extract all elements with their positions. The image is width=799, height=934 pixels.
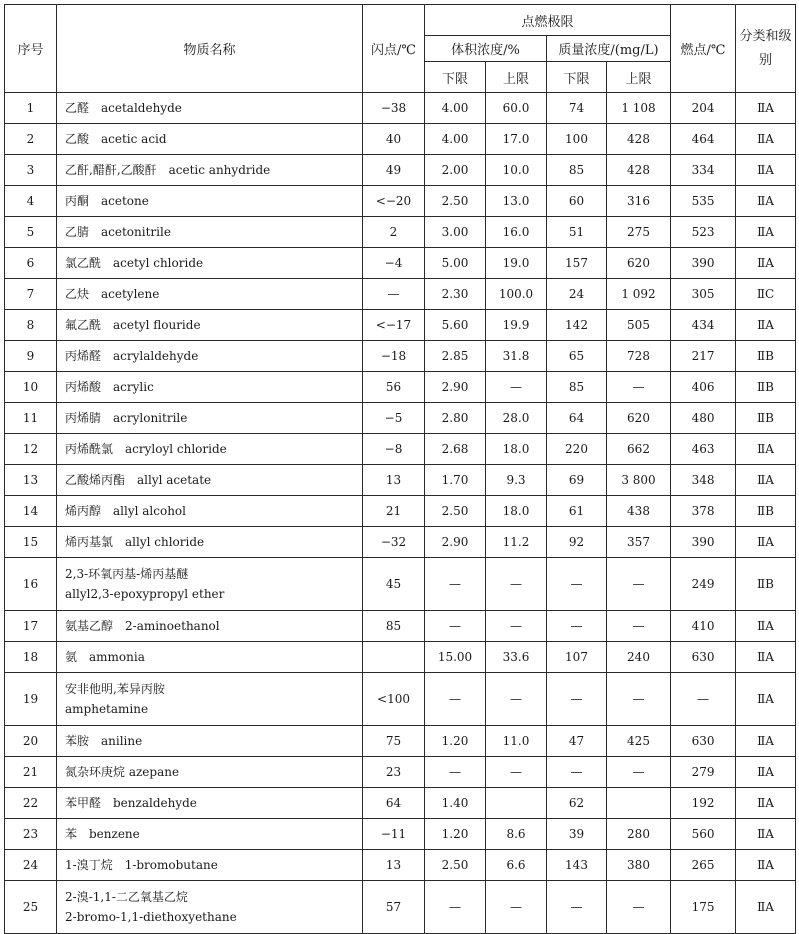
table-row <box>5 819 796 850</box>
cell-volume-upper: 28.0 <box>486 403 547 434</box>
cell-volume-lower: — <box>425 881 486 934</box>
cell-no: 5 <box>5 217 57 248</box>
header-volume-upper: 上限 <box>486 62 547 93</box>
substance-name: 氯乙酰 acetyl chloride <box>65 256 204 270</box>
cell-no: 7 <box>5 279 57 310</box>
cell-flash-point: −18 <box>363 341 425 372</box>
cell-mass-lower: 143 <box>547 850 607 881</box>
cell-volume-lower: 5.00 <box>425 248 486 279</box>
cell-mass-lower: 61 <box>547 496 607 527</box>
cell-flash-point: 57 <box>363 881 425 934</box>
cell-class: ⅡB <box>736 496 796 527</box>
table-row <box>5 403 796 434</box>
cell-mass-upper <box>607 788 671 819</box>
cell-class: ⅡB <box>736 403 796 434</box>
cell-ignition-point: 249 <box>671 558 736 611</box>
cell-class: ⅡA <box>736 788 796 819</box>
cell-name <box>57 124 363 155</box>
table-row <box>5 310 796 341</box>
cell-class: ⅡA <box>736 527 796 558</box>
cell-name <box>57 881 363 934</box>
cell-volume-lower: 3.00 <box>425 217 486 248</box>
cell-volume-lower: 2.90 <box>425 527 486 558</box>
cell-mass-upper: 357 <box>607 527 671 558</box>
cell-class: ⅡA <box>736 248 796 279</box>
header-no: 序号 <box>5 5 57 93</box>
cell-flash-point: −8 <box>363 434 425 465</box>
cell-mass-upper: — <box>607 611 671 642</box>
table-row <box>5 341 796 372</box>
cell-flash-point <box>363 642 425 673</box>
cell-name <box>57 403 363 434</box>
cell-name <box>57 93 363 124</box>
cell-mass-lower: 24 <box>547 279 607 310</box>
cell-name <box>57 310 363 341</box>
cell-flash-point: 75 <box>363 726 425 757</box>
cell-ignition-point: 378 <box>671 496 736 527</box>
cell-volume-lower: 2.90 <box>425 372 486 403</box>
cell-volume-lower: 2.50 <box>425 496 486 527</box>
table-row <box>5 93 796 124</box>
cell-volume-upper: — <box>486 558 547 611</box>
cell-flash-point: 56 <box>363 372 425 403</box>
cell-ignition-point: 192 <box>671 788 736 819</box>
cell-name <box>57 496 363 527</box>
cell-class: ⅡA <box>736 881 796 934</box>
cell-volume-upper: 11.0 <box>486 726 547 757</box>
table-row <box>5 279 796 310</box>
cell-volume-lower: 1.20 <box>425 726 486 757</box>
cell-volume-lower: 2.50 <box>425 186 486 217</box>
table-row <box>5 434 796 465</box>
cell-no: 17 <box>5 611 57 642</box>
cell-mass-upper: 316 <box>607 186 671 217</box>
cell-volume-upper: — <box>486 611 547 642</box>
cell-mass-lower: 64 <box>547 403 607 434</box>
cell-ignition-point: 175 <box>671 881 736 934</box>
cell-volume-upper: 11.2 <box>486 527 547 558</box>
cell-flash-point: 21 <box>363 496 425 527</box>
table-row <box>5 527 796 558</box>
cell-mass-lower: 60 <box>547 186 607 217</box>
cell-name <box>57 726 363 757</box>
cell-mass-lower: 47 <box>547 726 607 757</box>
cell-flash-point: 23 <box>363 757 425 788</box>
cell-no: 10 <box>5 372 57 403</box>
cell-mass-upper: 280 <box>607 819 671 850</box>
cell-class: ⅡA <box>736 434 796 465</box>
cell-flash-point: −11 <box>363 819 425 850</box>
substance-name: 丙酮 acetone <box>65 194 149 208</box>
cell-ignition-point: 406 <box>671 372 736 403</box>
header-mass-upper: 上限 <box>607 62 671 93</box>
substance-name: 1-溴丁烷 1-bromobutane <box>65 858 218 872</box>
cell-volume-upper: 19.9 <box>486 310 547 341</box>
cell-class: ⅡA <box>736 217 796 248</box>
cell-mass-upper: — <box>607 881 671 934</box>
cell-flash-point: 64 <box>363 788 425 819</box>
cell-volume-lower: 2.80 <box>425 403 486 434</box>
cell-ignition-point: 265 <box>671 850 736 881</box>
substance-name: 氟乙酰 acetyl flouride <box>65 318 201 332</box>
header-class: 分类和级别 <box>736 5 796 93</box>
cell-class: ⅡB <box>736 341 796 372</box>
cell-mass-upper: 275 <box>607 217 671 248</box>
cell-volume-upper: 6.6 <box>486 850 547 881</box>
cell-flash-point: <−20 <box>363 186 425 217</box>
cell-mass-lower: 51 <box>547 217 607 248</box>
table-row <box>5 217 796 248</box>
cell-no: 9 <box>5 341 57 372</box>
cell-volume-lower: — <box>425 757 486 788</box>
cell-mass-upper: 620 <box>607 248 671 279</box>
cell-no: 16 <box>5 558 57 611</box>
cell-ignition-point: 390 <box>671 527 736 558</box>
cell-volume-upper <box>486 788 547 819</box>
substance-name: 氮杂环庚烷 azepane <box>65 765 180 779</box>
table-row <box>5 788 796 819</box>
substance-name: 2,3-环氧丙基-烯丙基醚 <box>65 567 189 581</box>
cell-volume-upper: 19.0 <box>486 248 547 279</box>
substance-name: 丙烯醛 acrylaldehyde <box>65 349 199 363</box>
substance-name: 乙酸 acetic acid <box>65 132 167 146</box>
cell-flash-point: 49 <box>363 155 425 186</box>
substance-name: 安非他明,苯异丙胺 <box>65 682 165 696</box>
cell-mass-upper: 380 <box>607 850 671 881</box>
substance-name: 烯丙醇 allyl alcohol <box>65 504 186 518</box>
cell-flash-point: −5 <box>363 403 425 434</box>
cell-ignition-point: 464 <box>671 124 736 155</box>
substance-name: 丙烯酰氯 acryloyl chloride <box>65 442 227 456</box>
substance-name: 乙醛 acetaldehyde <box>65 101 182 115</box>
cell-ignition-point: 463 <box>671 434 736 465</box>
substance-name: 苯甲醛 benzaldehyde <box>65 796 197 810</box>
cell-no: 13 <box>5 465 57 496</box>
cell-mass-lower: 62 <box>547 788 607 819</box>
cell-volume-lower: 1.70 <box>425 465 486 496</box>
cell-name <box>57 217 363 248</box>
cell-flash-point: 13 <box>363 465 425 496</box>
cell-no: 11 <box>5 403 57 434</box>
header-volume-lower: 下限 <box>425 62 486 93</box>
cell-mass-upper: 3 800 <box>607 465 671 496</box>
cell-mass-upper: 662 <box>607 434 671 465</box>
substance-name-english: 2-bromo-1,1-diethoxyethane <box>65 910 237 924</box>
cell-no: 8 <box>5 310 57 341</box>
cell-name <box>57 611 363 642</box>
cell-flash-point: 2 <box>363 217 425 248</box>
cell-volume-upper: 18.0 <box>486 434 547 465</box>
substance-name: 氨 ammonia <box>65 650 145 664</box>
cell-mass-upper: — <box>607 372 671 403</box>
substance-name: 乙炔 acetylene <box>65 287 160 301</box>
cell-flash-point: 85 <box>363 611 425 642</box>
cell-volume-lower: — <box>425 673 486 726</box>
cell-name <box>57 279 363 310</box>
cell-volume-upper: 17.0 <box>486 124 547 155</box>
cell-name <box>57 850 363 881</box>
table-row <box>5 186 796 217</box>
cell-class: ⅡA <box>736 611 796 642</box>
cell-class: ⅡA <box>736 642 796 673</box>
substance-name-english: allyl2,3-epoxypropyl ether <box>65 587 225 601</box>
cell-class: ⅡA <box>736 673 796 726</box>
cell-no: 19 <box>5 673 57 726</box>
cell-name <box>57 819 363 850</box>
substance-name: 丙烯腈 acrylonitrile <box>65 411 188 425</box>
cell-class: ⅡA <box>736 124 796 155</box>
cell-ignition-point: — <box>671 673 736 726</box>
cell-ignition-point: 560 <box>671 819 736 850</box>
substance-name: 苯 benzene <box>65 827 140 841</box>
cell-name <box>57 642 363 673</box>
substance-name-english: amphetamine <box>65 702 149 716</box>
table-row <box>5 558 796 611</box>
cell-volume-lower: 4.00 <box>425 93 486 124</box>
cell-name <box>57 341 363 372</box>
cell-no: 3 <box>5 155 57 186</box>
cell-class: ⅡA <box>736 465 796 496</box>
cell-mass-lower: 220 <box>547 434 607 465</box>
header-ignition-limits: 点燃极限 <box>425 5 671 36</box>
cell-class: ⅡA <box>736 850 796 881</box>
cell-class: ⅡA <box>736 155 796 186</box>
table-row <box>5 642 796 673</box>
cell-volume-upper: 60.0 <box>486 93 547 124</box>
cell-mass-upper: — <box>607 673 671 726</box>
cell-name <box>57 465 363 496</box>
cell-no: 4 <box>5 186 57 217</box>
cell-mass-upper: 1 092 <box>607 279 671 310</box>
cell-flash-point: — <box>363 279 425 310</box>
cell-volume-upper: — <box>486 757 547 788</box>
table-row <box>5 124 796 155</box>
cell-volume-lower: 5.60 <box>425 310 486 341</box>
cell-no: 2 <box>5 124 57 155</box>
cell-class: ⅡA <box>736 93 796 124</box>
cell-mass-lower: — <box>547 881 607 934</box>
cell-ignition-point: 410 <box>671 611 736 642</box>
header-name: 物质名称 <box>57 5 363 93</box>
substance-name: 烯丙基氯 allyl chloride <box>65 535 205 549</box>
cell-ignition-point: 535 <box>671 186 736 217</box>
cell-no: 20 <box>5 726 57 757</box>
table-row <box>5 611 796 642</box>
cell-ignition-point: 217 <box>671 341 736 372</box>
cell-mass-lower: — <box>547 757 607 788</box>
cell-class: ⅡA <box>736 186 796 217</box>
cell-mass-upper: 728 <box>607 341 671 372</box>
cell-mass-lower: 92 <box>547 527 607 558</box>
cell-class: ⅡA <box>736 310 796 341</box>
cell-ignition-point: 480 <box>671 403 736 434</box>
cell-mass-lower: 85 <box>547 155 607 186</box>
table-row <box>5 248 796 279</box>
cell-volume-lower: 2.00 <box>425 155 486 186</box>
cell-mass-lower: — <box>547 673 607 726</box>
cell-mass-lower: 39 <box>547 819 607 850</box>
substance-name: 氨基乙醇 2-aminoethanol <box>65 619 220 633</box>
cell-mass-upper: 1 108 <box>607 93 671 124</box>
cell-flash-point: −32 <box>363 527 425 558</box>
cell-no: 15 <box>5 527 57 558</box>
flammable-substances-table <box>4 4 796 934</box>
cell-mass-lower: 100 <box>547 124 607 155</box>
cell-name <box>57 372 363 403</box>
cell-mass-lower: 107 <box>547 642 607 673</box>
cell-no: 18 <box>5 642 57 673</box>
cell-class: ⅡA <box>736 819 796 850</box>
cell-ignition-point: 390 <box>671 248 736 279</box>
cell-ignition-point: 305 <box>671 279 736 310</box>
cell-flash-point: −38 <box>363 93 425 124</box>
cell-flash-point: <−17 <box>363 310 425 341</box>
cell-volume-lower: — <box>425 611 486 642</box>
cell-volume-upper: 33.6 <box>486 642 547 673</box>
cell-name <box>57 155 363 186</box>
substance-name: 乙酸烯丙酯 allyl acetate <box>65 473 212 487</box>
cell-volume-upper: — <box>486 673 547 726</box>
substance-name: 2-溴-1,1-二乙氧基乙烷 <box>65 890 188 904</box>
cell-no: 22 <box>5 788 57 819</box>
cell-name <box>57 248 363 279</box>
cell-ignition-point: 204 <box>671 93 736 124</box>
cell-mass-lower: 69 <box>547 465 607 496</box>
cell-mass-lower: — <box>547 611 607 642</box>
cell-name <box>57 757 363 788</box>
cell-name <box>57 527 363 558</box>
cell-name <box>57 558 363 611</box>
cell-mass-lower: — <box>547 558 607 611</box>
cell-mass-upper: 620 <box>607 403 671 434</box>
cell-mass-upper: — <box>607 757 671 788</box>
cell-flash-point: 13 <box>363 850 425 881</box>
header-volume-concentration: 体积浓度/% <box>425 36 547 62</box>
cell-name <box>57 434 363 465</box>
cell-flash-point: <100 <box>363 673 425 726</box>
cell-mass-lower: 157 <box>547 248 607 279</box>
table-row <box>5 155 796 186</box>
table-body <box>5 93 796 934</box>
cell-mass-lower: 74 <box>547 93 607 124</box>
cell-class: ⅡB <box>736 372 796 403</box>
table-row <box>5 881 796 934</box>
cell-class: ⅡB <box>736 558 796 611</box>
cell-mass-upper: 240 <box>607 642 671 673</box>
table-row <box>5 850 796 881</box>
cell-mass-upper: 428 <box>607 155 671 186</box>
cell-flash-point: 45 <box>363 558 425 611</box>
header-ignition-point: 燃点/℃ <box>671 5 736 93</box>
cell-ignition-point: 630 <box>671 726 736 757</box>
substance-name: 乙酐,醋酐,乙酸酐 acetic anhydride <box>65 163 271 177</box>
cell-mass-upper: 425 <box>607 726 671 757</box>
cell-no: 12 <box>5 434 57 465</box>
cell-mass-lower: 142 <box>547 310 607 341</box>
cell-ignition-point: 334 <box>671 155 736 186</box>
cell-volume-lower: 15.00 <box>425 642 486 673</box>
header-flash-point: 闪点/℃ <box>363 5 425 93</box>
cell-volume-upper: 16.0 <box>486 217 547 248</box>
cell-ignition-point: 348 <box>671 465 736 496</box>
substance-name: 丙烯酸 acrylic <box>65 380 154 394</box>
cell-volume-lower: 4.00 <box>425 124 486 155</box>
cell-no: 21 <box>5 757 57 788</box>
cell-volume-lower: 1.20 <box>425 819 486 850</box>
header-mass-lower: 下限 <box>547 62 607 93</box>
cell-mass-lower: 65 <box>547 341 607 372</box>
cell-volume-lower: 2.30 <box>425 279 486 310</box>
cell-mass-upper: 505 <box>607 310 671 341</box>
cell-volume-upper: 10.0 <box>486 155 547 186</box>
cell-name <box>57 673 363 726</box>
cell-flash-point: −4 <box>363 248 425 279</box>
cell-no: 6 <box>5 248 57 279</box>
cell-mass-lower: 85 <box>547 372 607 403</box>
substance-name: 乙腈 acetonitrile <box>65 225 171 239</box>
table-row <box>5 726 796 757</box>
table-row <box>5 372 796 403</box>
cell-volume-lower: 2.68 <box>425 434 486 465</box>
cell-class: ⅡC <box>736 279 796 310</box>
table-row <box>5 673 796 726</box>
cell-volume-upper: 8.6 <box>486 819 547 850</box>
cell-volume-upper: 100.0 <box>486 279 547 310</box>
cell-name <box>57 788 363 819</box>
cell-no: 14 <box>5 496 57 527</box>
cell-volume-upper: 13.0 <box>486 186 547 217</box>
table-row <box>5 757 796 788</box>
substance-name: 苯胺 aniline <box>65 734 143 748</box>
cell-volume-lower: — <box>425 558 486 611</box>
cell-volume-lower: 2.50 <box>425 850 486 881</box>
cell-no: 1 <box>5 93 57 124</box>
cell-volume-lower: 2.85 <box>425 341 486 372</box>
cell-name <box>57 186 363 217</box>
table-row <box>5 465 796 496</box>
cell-volume-upper: 18.0 <box>486 496 547 527</box>
cell-no: 25 <box>5 881 57 934</box>
cell-volume-upper: 31.8 <box>486 341 547 372</box>
cell-ignition-point: 630 <box>671 642 736 673</box>
cell-no: 24 <box>5 850 57 881</box>
header-mass-concentration: 质量浓度/(mg/L) <box>547 36 671 62</box>
table-row <box>5 496 796 527</box>
cell-flash-point: 40 <box>363 124 425 155</box>
cell-volume-upper: — <box>486 372 547 403</box>
cell-mass-upper: 428 <box>607 124 671 155</box>
cell-class: ⅡA <box>736 726 796 757</box>
cell-ignition-point: 279 <box>671 757 736 788</box>
cell-volume-upper: 9.3 <box>486 465 547 496</box>
cell-mass-upper: 438 <box>607 496 671 527</box>
cell-volume-lower: 1.40 <box>425 788 486 819</box>
cell-mass-upper: — <box>607 558 671 611</box>
cell-volume-upper: — <box>486 881 547 934</box>
cell-class: ⅡA <box>736 757 796 788</box>
cell-ignition-point: 434 <box>671 310 736 341</box>
cell-no: 23 <box>5 819 57 850</box>
cell-ignition-point: 523 <box>671 217 736 248</box>
